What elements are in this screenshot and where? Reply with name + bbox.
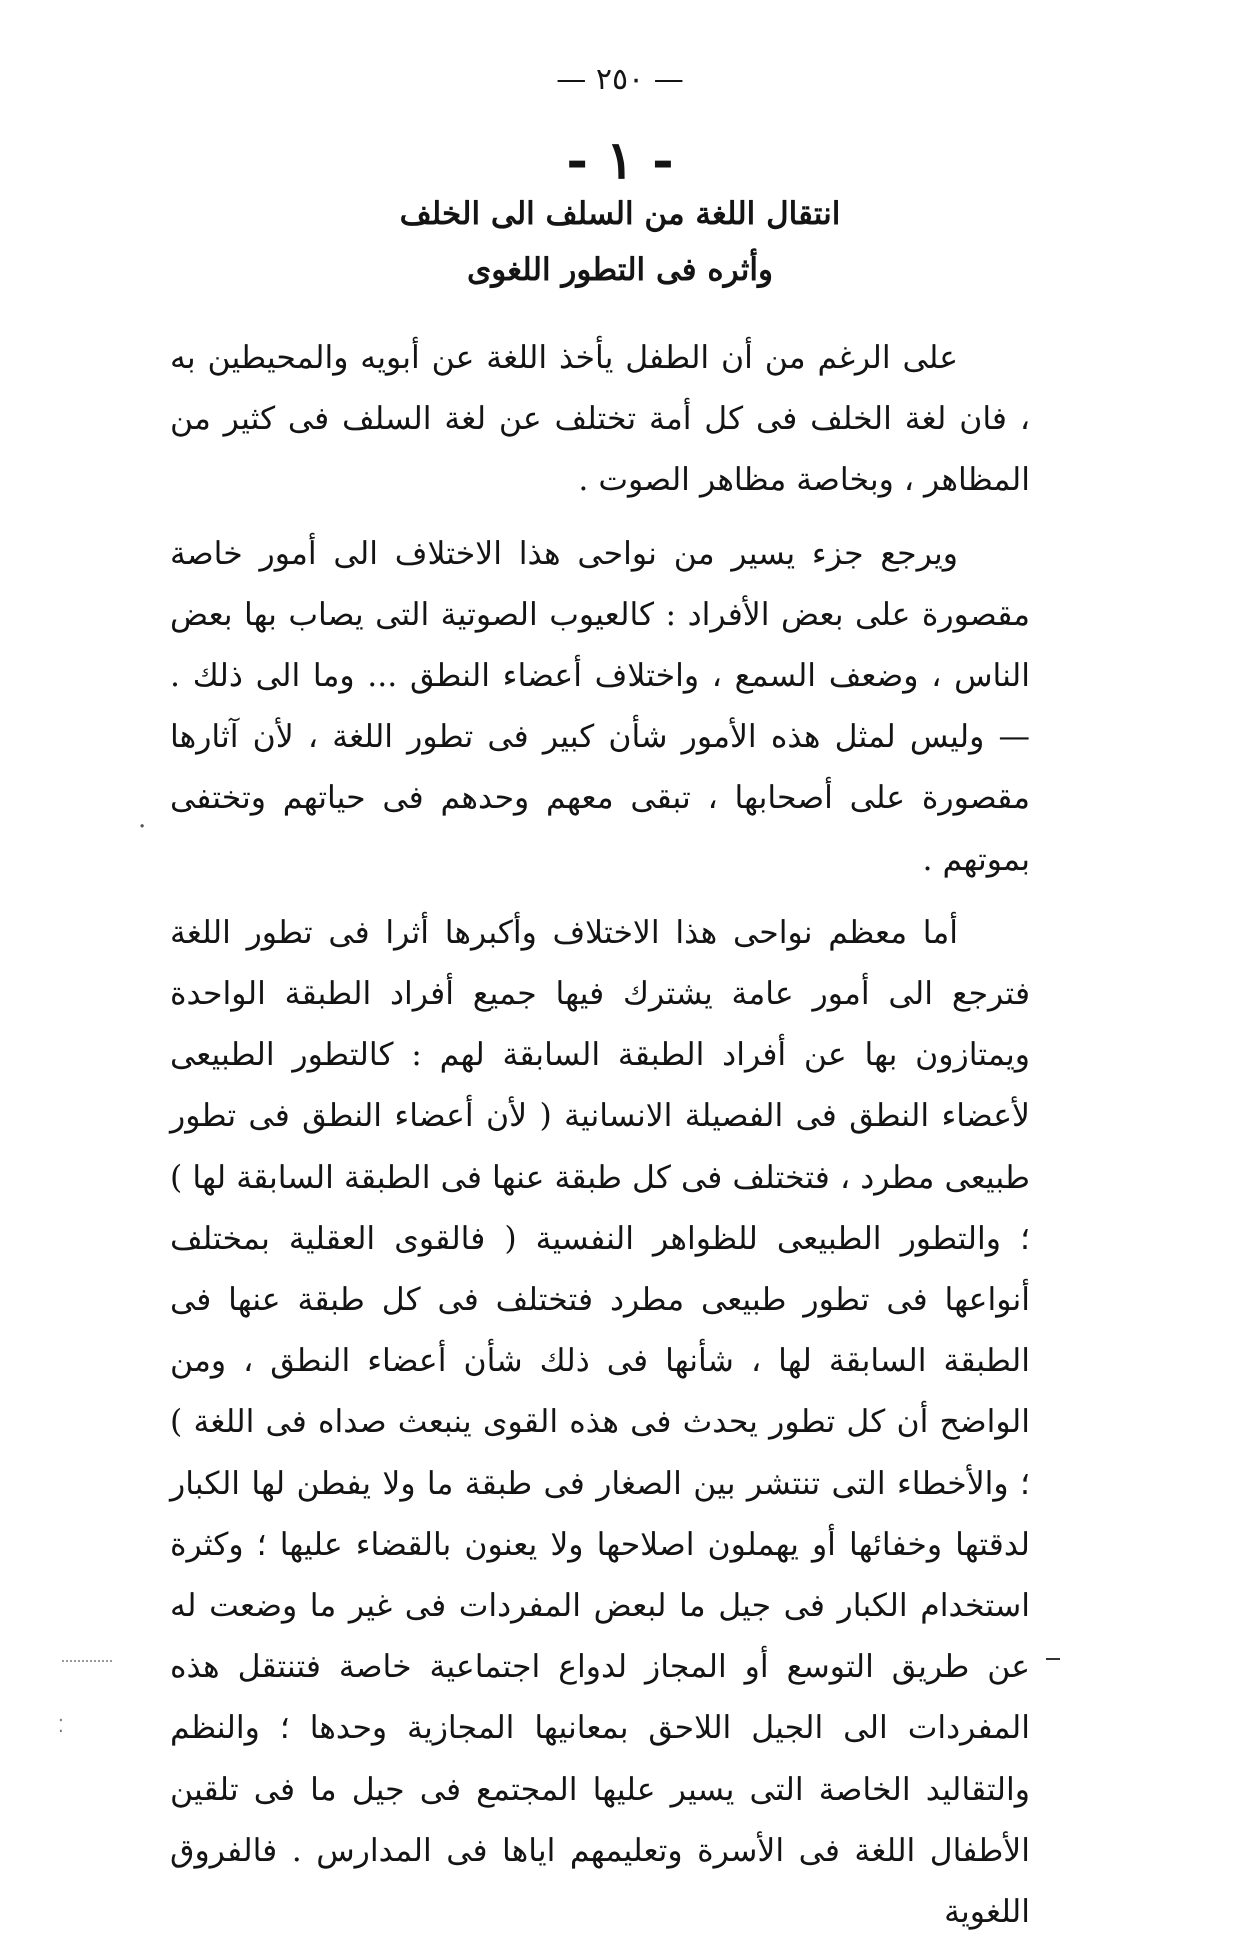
chapter-number: - ١ - [566, 130, 674, 191]
page-number: — ٢٥٠ — [556, 62, 684, 97]
margin-dot-mark: · [138, 812, 147, 842]
paragraph-1: على الرغم من أن الطفل يأخذ اللغة عن أبويه والمحيطين به ، فان لغة الخلف فى كل أمة تختلف عن لغة السلف فى كثير من المظاهر ، وبخاصة مظاهر الصوت . [170, 340, 1030, 499]
chapter-title-line-2: وأثره فى التطور اللغوى [467, 252, 773, 288]
chapter-title-line-1: انتقال اللغة من السلف الى الخلف [399, 196, 841, 232]
margin-dash-mark [1046, 1658, 1060, 1660]
corner-scan-mark: ⁚ [58, 1716, 64, 1737]
body-text [170, 328, 1030, 1955]
paragraph-3: أما معظم نواحى هذا الاختلاف وأكبرها أثرا فى تطور اللغة فترجع الى أمور عامة يشترك فيها جميع أفراد الطبقة الواحدة ويمتازون بها عن أفراد الطبقة السابقة لهم : كالتطور الطبيعى لأعضاء النطق فى الفصيلة الانسانية ( لأن أعضاء النطق فى تطور طبيعى مطرد ، فتختلف فى كل طبقة عنها فى الطبقة السابقة لها ) ؛ والتطور الطبيعى للظواهر النفسية ( فالقوى العقلية بمختلف أنواعها فى تطور طبيعى مطرد فتختلف فى كل طبقة عنها فى الطبقة السابقة لها ، شأنها فى ذلك شأن أعضاء النطق ، ومن الواضح أن كل تطور يحدث فى هذه القوى ينبعث صداه فى اللغة ) ؛ والأخطاء التى تنتشر بين الصغار فى طبقة ما ولا يفطن لها الكبار لدقتها وخفائها أو يهملون اصلاحها ولا يعنون بالقضاء عليها ؛ وكثرة استخدام الكبار فى جيل ما لبعض المفردات فى غير ما وضعت له عن طريق التوسع أو المجاز لدواع اجتماعية خاصة فتنتقل هذه المفردات الى الجيل اللاحق بمعانيها المجازية وحدها ؛ والنظم والتقاليد الخاصة التى يسير عليها المجتمع فى جيل ما فى تلقين الأطفال اللغة فى الأسرة وتعليمهم اياها فى المدارس . فالفروق اللغوية [170, 914, 1030, 1931]
margin-dotted-line [62, 1660, 112, 1662]
paragraph-2: ويرجع جزء يسير من نواحى هذا الاختلاف الى أمور خاصة مقصورة على بعض الأفراد : كالعيوب الصوتية التى يصاب بها بعض الناس ، وضعف السمع ، واختلاف أعضاء النطق ... وما الى ذلك . — وليس لمثل هذه الأمور شأن كبير فى تطور اللغة ، لأن آثارها مقصورة على أصحابها ، تبقى معهم وحدهم فى حياتهم وتختفى بموتهم . [170, 535, 1030, 878]
